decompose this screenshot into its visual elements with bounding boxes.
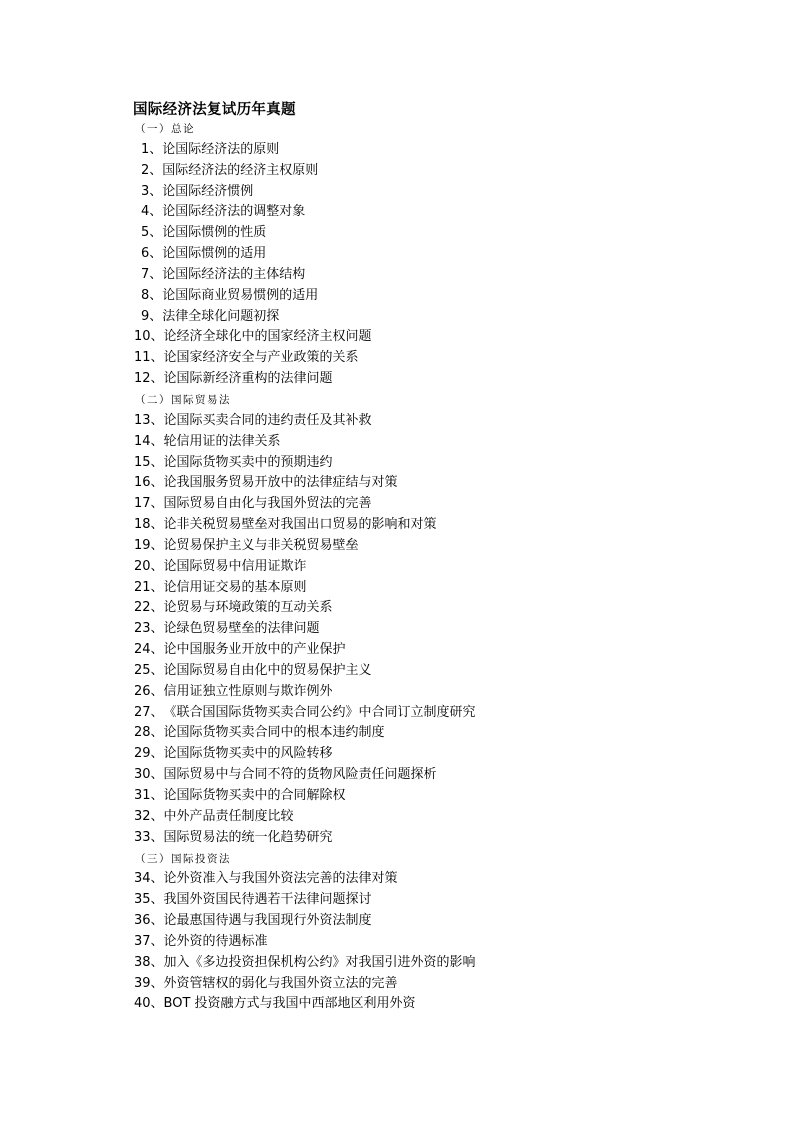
item-text: BOT 投资融方式与我国中西部地区利用外资 — [163, 996, 416, 1012]
question-list — [134, 119, 754, 1015]
item-text: 轮信用证的法律关系 — [163, 433, 281, 449]
list-item — [134, 744, 754, 765]
item-number: 6、 — [141, 246, 163, 262]
item-text: 论国际经济法的主体结构 — [162, 266, 306, 282]
item-text: 论国际新经济重构的法律问题 — [163, 371, 333, 387]
item-text: 论中国服务业开放中的产业保护 — [163, 642, 346, 658]
list-item — [134, 807, 754, 828]
list-item — [134, 619, 754, 640]
item-text: 论国际贸易中信用证欺诈 — [163, 558, 307, 574]
item-text: 论信用证交易的基本原则 — [163, 579, 307, 595]
list-item — [134, 765, 754, 786]
item-number: 39、 — [134, 975, 164, 991]
item-text: 论国际货物买卖中的合同解除权 — [163, 788, 346, 803]
item-text: 论最惠国待遇与我国现行外资法制度 — [163, 913, 372, 929]
list-item — [134, 953, 754, 974]
list-item — [134, 432, 754, 453]
list-item — [134, 473, 754, 494]
item-number: 16、 — [134, 475, 164, 491]
list-item — [134, 994, 754, 1015]
item-number: 24、 — [134, 642, 164, 658]
list-item — [134, 682, 754, 703]
item-number: 7、 — [141, 266, 163, 282]
item-number: 35、 — [134, 892, 164, 908]
list-item — [134, 974, 754, 995]
item-number: 10、 — [134, 329, 164, 345]
section-heading: （一）总论 — [135, 123, 195, 135]
item-text: 国际贸易中与合同不符的货物风险责任问题探析 — [163, 767, 437, 783]
item-text: 信用证独立性原则与欺诈例外 — [163, 683, 333, 699]
list-item — [134, 515, 754, 536]
item-text: 中外产品责任制度比较 — [163, 808, 294, 824]
item-number: 23、 — [134, 621, 164, 637]
list-item — [134, 223, 754, 244]
list-item — [134, 703, 754, 724]
item-text: 论国际商业贸易惯例的适用 — [162, 287, 319, 303]
item-text: 国际经济法的经济主权原则 — [162, 162, 319, 178]
item-text: 《联合国国际货物买卖合同公约》中合同订立制度研究 — [163, 704, 476, 720]
item-text: 外资管辖权的弱化与我国外资立法的完善 — [163, 975, 398, 991]
list-item — [134, 786, 754, 807]
list-item — [134, 536, 754, 557]
list-item — [134, 369, 754, 390]
list-item — [134, 348, 754, 369]
list-item — [134, 932, 754, 953]
section-heading: （三）国际投资法 — [135, 852, 231, 865]
item-number: 38、 — [134, 954, 164, 970]
item-number: 34、 — [134, 871, 164, 887]
item-number: 17、 — [134, 496, 164, 512]
item-text: 论国际买卖合同的违约责任及其补救 — [163, 412, 372, 428]
list-item — [134, 661, 754, 682]
item-number: 8、 — [141, 287, 163, 303]
list-item — [134, 202, 754, 223]
item-number: 29、 — [134, 746, 164, 762]
item-text: 我国外资国民待遇若干法律问题探讨 — [163, 892, 372, 908]
list-item — [134, 286, 754, 307]
item-number: 15、 — [134, 454, 164, 470]
item-text: 论国家经济安全与产业政策的关系 — [163, 350, 359, 366]
item-text: 论贸易保护主义与非关税贸易壁垒 — [163, 537, 359, 553]
document-title: 国际经济法复试历年真题 — [133, 102, 296, 118]
item-text: 论外资准入与我国外资法完善的法律对策 — [163, 871, 398, 887]
item-text: 论国际经济法的原则 — [162, 141, 280, 157]
item-text: 加入《多边投资担保机构公约》对我国引进外资的影响 — [163, 954, 476, 970]
list-item — [134, 911, 754, 932]
item-text: 论国际货物买卖中的风险转移 — [163, 746, 333, 762]
item-text: 论绿色贸易壁垒的法律问题 — [163, 621, 320, 637]
list-item — [134, 578, 754, 599]
item-number: 20、 — [134, 558, 164, 574]
item-text: 国际贸易自由化与我国外贸法的完善 — [163, 496, 372, 512]
item-number: 13、 — [134, 412, 164, 428]
item-text: 论外资的待遇标准 — [163, 933, 268, 949]
item-text: 论国际惯例的适用 — [162, 246, 267, 262]
item-text: 论国际贸易自由化中的贸易保护主义 — [163, 662, 372, 678]
item-number: 32、 — [134, 808, 164, 824]
item-number: 36、 — [134, 913, 164, 929]
item-number: 19、 — [134, 537, 164, 553]
list-item — [134, 307, 754, 328]
list-item — [134, 453, 754, 474]
list-item — [134, 140, 754, 161]
item-text: 法律全球化问题初探 — [162, 308, 280, 324]
item-text: 论贸易与环境政策的互动关系 — [163, 600, 333, 616]
list-item — [134, 869, 754, 890]
item-number: 37、 — [134, 933, 164, 949]
item-text: 论国际经济法的调整对象 — [162, 204, 306, 220]
list-item — [134, 244, 754, 265]
list-item — [134, 494, 754, 515]
item-number: 31、 — [134, 788, 164, 803]
item-text: 国际贸易法的统一化趋势研究 — [163, 829, 333, 845]
list-item — [134, 265, 754, 286]
list-item — [134, 640, 754, 661]
list-item — [134, 828, 754, 849]
section-heading: （二）国际贸易法 — [135, 393, 231, 406]
item-number: 2、 — [141, 162, 163, 178]
item-text: 论国际货物买卖中的预期违约 — [163, 454, 333, 470]
list-item — [134, 411, 754, 432]
item-number: 30、 — [134, 767, 164, 783]
item-text: 论经济全球化中的国家经济主权问题 — [163, 329, 372, 345]
item-number: 22、 — [134, 600, 164, 616]
list-item — [134, 327, 754, 348]
item-number: 5、 — [141, 225, 163, 241]
item-number: 11、 — [134, 350, 164, 366]
item-text: 论国际经济惯例 — [162, 183, 254, 199]
item-number: 1、 — [141, 141, 163, 157]
list-item — [134, 557, 754, 578]
item-text: 论国际惯例的性质 — [162, 225, 267, 241]
item-number: 14、 — [134, 433, 164, 449]
item-number: 9、 — [141, 308, 163, 324]
item-number: 4、 — [141, 204, 163, 220]
list-item — [134, 182, 754, 203]
item-number: 27、 — [134, 704, 164, 720]
item-number: 40、 — [134, 996, 164, 1012]
item-number: 25、 — [134, 662, 164, 678]
item-text: 论我国服务贸易开放中的法律症结与对策 — [163, 475, 398, 491]
item-number: 12、 — [134, 371, 164, 387]
item-number: 21、 — [134, 579, 164, 595]
list-item — [134, 161, 754, 182]
item-number: 33、 — [134, 829, 164, 845]
item-text: 论国际货物买卖合同中的根本违约制度 — [163, 725, 385, 741]
list-item — [134, 598, 754, 619]
list-item — [134, 723, 754, 744]
item-number: 3、 — [141, 183, 163, 199]
item-number: 28、 — [134, 725, 164, 741]
list-item — [134, 890, 754, 911]
item-number: 18、 — [134, 517, 164, 533]
item-number: 26、 — [134, 683, 164, 699]
item-text: 论非关税贸易壁垒对我国出口贸易的影响和对策 — [163, 517, 437, 533]
